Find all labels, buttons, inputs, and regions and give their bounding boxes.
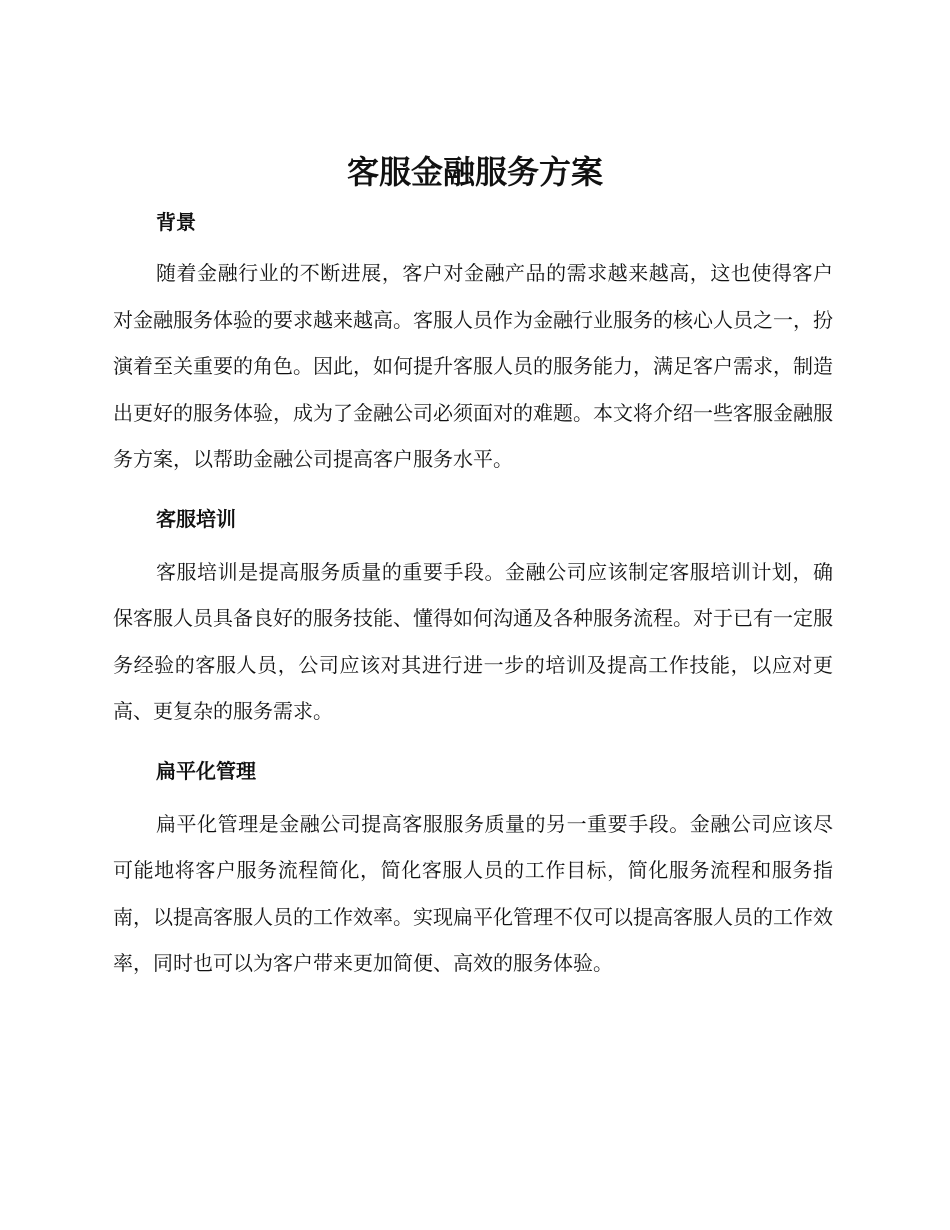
section-flat-management (113, 751, 833, 987)
section-paragraph: 扁平化管理是金融公司提高客服服务质量的另一重要手段。金融公司应该尽可能地将客户服务流程简化，简化客服人员的工作目标，简化服务流程和服务指南，以提高客服人员的工作效率。实现扁平化管理不仅可以提高客服人员的工作效率，同时也可以为客户带来更加简便、高效的服务体验。 (113, 811, 833, 975)
document-title: 客服金融服务方案 (346, 153, 603, 191)
section-training (113, 499, 833, 735)
section-heading: 背景 (156, 210, 196, 234)
section-paragraph: 客服培训是提高服务质量的重要手段。金融公司应该制定客服培训计划，确保客服人员具备良好的服务技能、懂得如何沟通及各种服务流程。对于已有一定服务经验的客服人员，公司应该对其进行进一步的培训及提高工作技能，以应对更高、更复杂的服务需求。 (113, 559, 833, 723)
section-background (113, 202, 833, 483)
section-paragraph: 随着金融行业的不断进展，客户对金融产品的需求越来越高，这也使得客户对金融服务体验的要求越来越高。客服人员作为金融行业服务的核心人员之一，扮演着至关重要的角色。因此，如何提升客服人员的服务能力，满足客户需求，制造出更好的服务体验，成为了金融公司必须面对的难题。本文将介绍一些客服金融服务方案，以帮助金融公司提高客户服务水平。 (113, 261, 833, 471)
document-body (113, 202, 833, 987)
section-heading: 客服培训 (156, 506, 236, 531)
section-heading: 扁平化管理 (156, 758, 256, 783)
